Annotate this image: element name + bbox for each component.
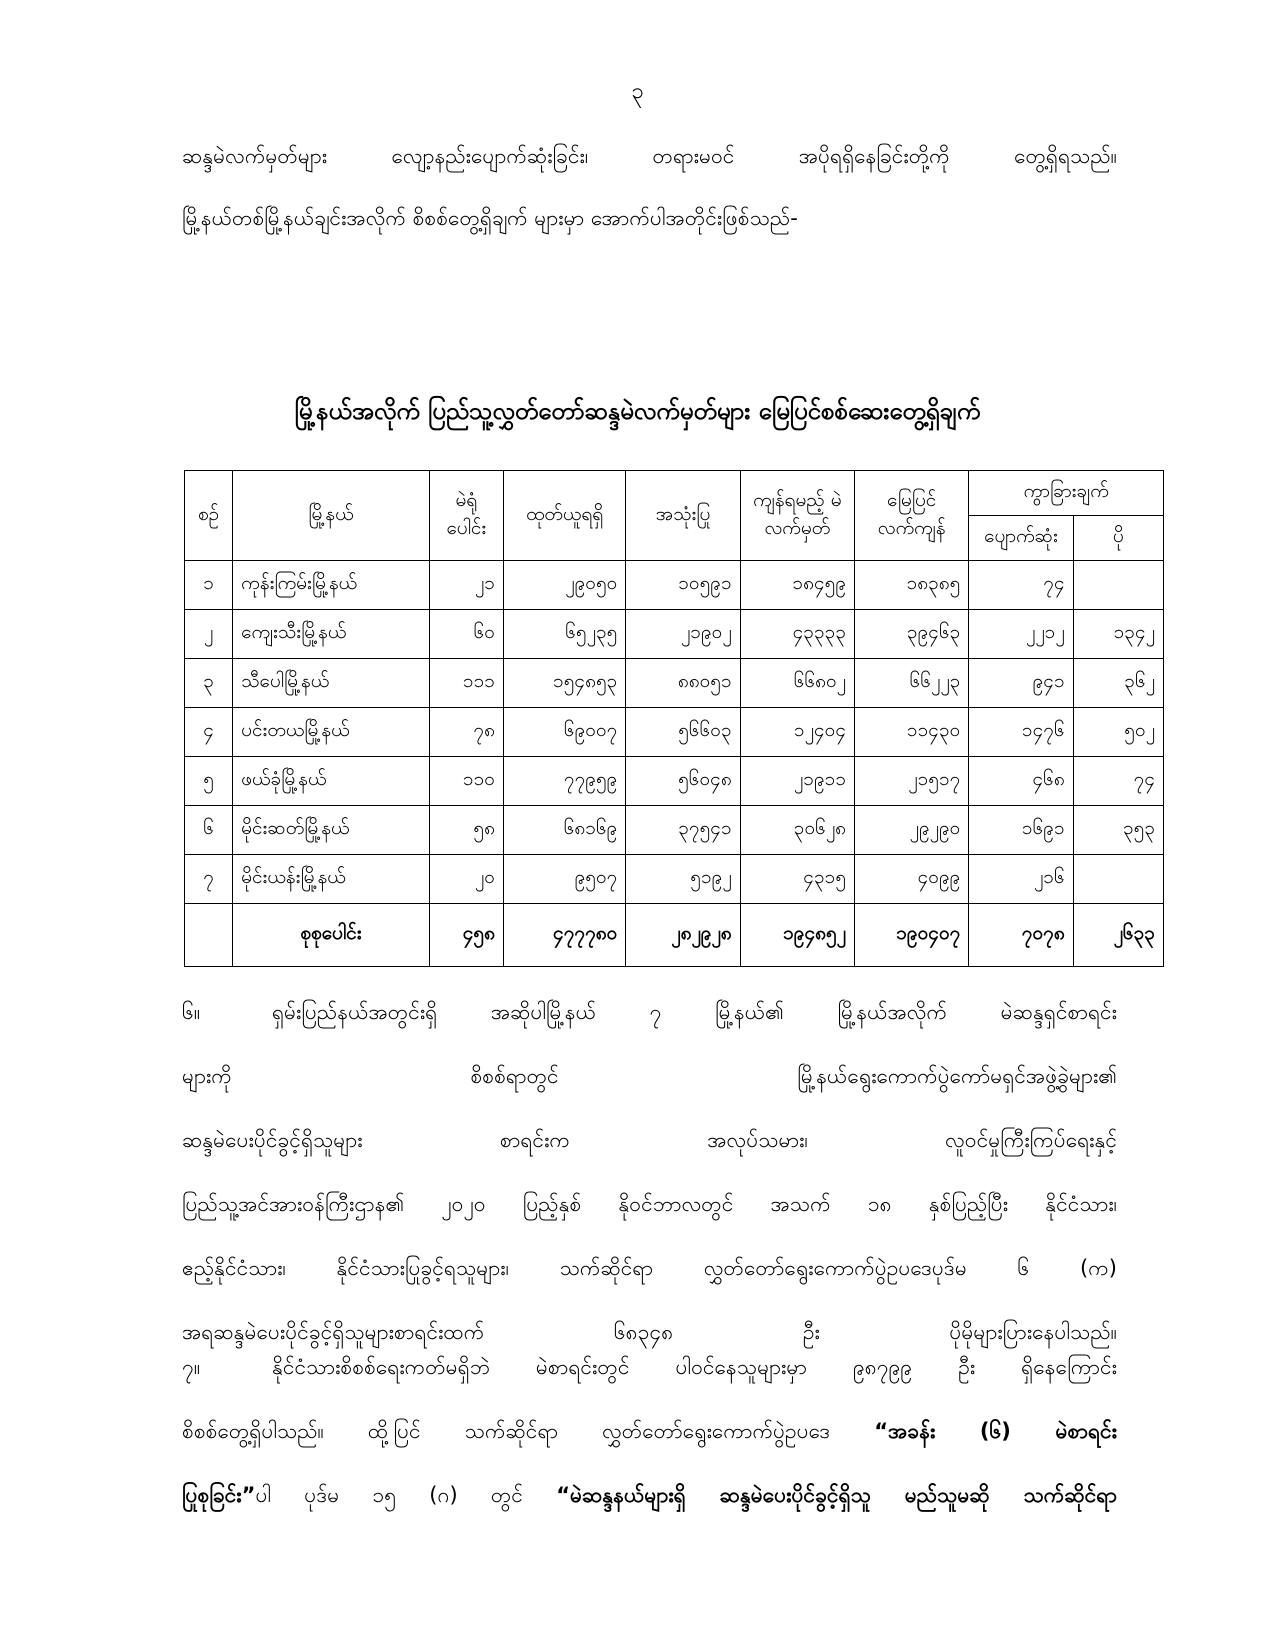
cell-remaining: ၄၃၁၅ [740,855,854,904]
paragraph-7-line-1: နိုင်ငံသားစိစစ်ရေးကတ်မရှိဘဲ မဲစာရင်းတွင် ပါဝင်နေသူများမှာ ၉၈၇၉၉ ဦး ရှိနေကြောင်း [272,1355,1117,1379]
cell-missing: ၉၄၁ [969,659,1073,708]
cell-township: မိုင်းယန်းမြို့နယ် [233,855,430,904]
cell-received: ၆၉၀၀၇ [503,708,625,757]
cell-extra: ၇၄ [1073,757,1163,806]
cell-received: ၆၅၂၃၅ [503,610,625,659]
cell-sr: ၅ [185,757,233,806]
table-row [185,855,1164,904]
paragraph-6-line-1: ရှမ်းပြည်နယ်အတွင်းရှိ အဆိုပါမြို့နယ် ၇ မြို့နယ်၏ မြို့နယ်အလိုက် မဲဆန္ဒရှင်စာရင်း [272,1000,1117,1024]
paragraph-7-line-3a: ပြုစုခြင်း” [182,1483,256,1507]
cell-missing: ၇၄ [969,561,1073,610]
cell-extra: ၃၅၃ [1073,806,1163,855]
header-received: ထုတ်ယူရရှိ [503,471,625,561]
total-remaining: ၁၉၄၈၅၂ [740,904,854,967]
cell-boxes: ၅၈ [429,806,503,855]
township-ballot-table [184,470,1164,967]
total-received: ၄၇၇၇၈၀ [503,904,625,967]
table-title: မြို့နယ်အလိုက် ပြည်သူ့လွှတ်တော်ဆန္ဒမဲလက်မှတ်များ မြေပြင်စစ်ဆေးတွေ့ရှိချက် [294,397,981,425]
cell-used: ၁၀၅၉၁ [626,561,740,610]
paragraph-7-line-3b: ပါ ပုဒ်မ ၁၅ (ဂ) တွင် [255,1483,557,1507]
paragraph-6-line-5: ဧည့်နိုင်ငံသား၊ နိုင်ငံသားပြုခွင့်ရသူများ၊ သက်ဆိုင်ရာ လွှတ်တော်ရွေးကောက်ပွဲဥပဒေပုဒ်မ ၆ (က) [182,1256,1117,1280]
cell-boxes: ၆၀ [429,610,503,659]
cell-township: မိုင်းဆတ်မြို့နယ် [233,806,430,855]
cell-sr: ၇ [185,855,233,904]
table-row [185,610,1164,659]
cell-remaining: ၄၃၃၃၃ [740,610,854,659]
total-row [185,904,1164,967]
cell-received: ၇၇၉၅၉ [503,757,625,806]
cell-ground: ၃၉၄၆၃ [855,610,969,659]
cell-remaining: ၆၆၈၀၂ [740,659,854,708]
cell-ground: ၁၁၄၃၀ [855,708,969,757]
cell-township: ကျေးသီးမြို့နယ် [233,610,430,659]
cell-sr: ၆ [185,806,233,855]
cell-used: ၅၆၆၀၃ [626,708,740,757]
cell-missing: ၁၆၉၁ [969,806,1073,855]
cell-boxes: ၂၁ [429,561,503,610]
cell-remaining: ၁၈၄၅၉ [740,561,854,610]
header-extra: ပို [1073,516,1163,561]
paragraph-7-line-2b: “အခန်း (၆) မဲစာရင်း [874,1419,1117,1443]
cell-sr: ၁ [185,561,233,610]
paragraph-6-line-3: ဆန္ဒမဲပေးပိုင်ခွင့်ရှိသူများ စာရင်းက အလုပ်သမား၊ လူဝင်မှုကြီးကြပ်ရေးနှင့် [182,1128,1117,1152]
cell-missing: ၂၁၆ [969,855,1073,904]
cell-boxes: ၇၈ [429,708,503,757]
table-row [185,757,1164,806]
cell-ground: ၁၈၃၈၅ [855,561,969,610]
cell-boxes: ၁၁၁ [429,659,503,708]
page-number: ၃ [631,79,644,104]
paragraph-7-number: ၇။ [182,1355,201,1379]
header-used: အသုံးပြု [626,471,740,561]
header-missing: ပျောက်ဆုံး [969,516,1073,561]
paragraph-7 [182,1335,1117,1527]
cell-extra: ၃၆၂ [1073,659,1163,708]
paragraph-6 [182,980,1117,1364]
paragraph-6-line-6: အရဆန္ဒမဲပေးပိုင်ခွင့်ရှိသူများစာရင်းထက် ၆၈၃၄၈ ဦး ပိုမိုများပြားနေပါသည်။ [182,1320,1117,1344]
cell-remaining: ၁၂၄၀၄ [740,708,854,757]
cell-ground: ၆၆၂၂၃ [855,659,969,708]
cell-extra [1073,855,1163,904]
header-township: မြို့နယ် [233,471,430,561]
cell-extra: ၅၀၂ [1073,708,1163,757]
total-missing: ၇၀၇၈ [969,904,1073,967]
cell-extra [1073,561,1163,610]
cell-used: ၃၇၅၄၁ [626,806,740,855]
cell-extra: ၁၃၄၂ [1073,610,1163,659]
paragraph-7-line-3c: “မဲဆန္ဒနယ်များရှိ ဆန္ဒမဲပေးပိုင်ခွင့်ရှိသူ မည်သူမဆို သက်ဆိုင်ရာ [556,1483,1117,1507]
table-row [185,561,1164,610]
cell-received: ၆၈၁၆၉ [503,806,625,855]
cell-sr-empty [185,904,233,967]
cell-sr: ၂ [185,610,233,659]
paragraph-6-line-2: များကို စိစစ်ရာတွင် မြို့နယ်ရွေးကောက်ပွဲကော်မရှင်အဖွဲ့ခွဲများ၏ [182,1064,1117,1088]
cell-missing: ၂၂၁၂ [969,610,1073,659]
intro-line-2: မြို့နယ်တစ်မြို့နယ်ချင်းအလိုက် စိစစ်တွေ့ရှိချက် များမှာ အောက်ပါအတိုင်းဖြစ်သည်- [182,206,798,230]
cell-township: ကုန်းကြမ်းမြို့နယ် [233,561,430,610]
table-row [185,708,1164,757]
cell-ground: ၂၉၂၉၀ [855,806,969,855]
cell-sr: ၄ [185,708,233,757]
cell-remaining: ၃၀၆၂၈ [740,806,854,855]
intro-paragraph [182,140,1117,264]
cell-used: ၅၁၉၂ [626,855,740,904]
cell-township: ဖယ်ခုံမြို့နယ် [233,757,430,806]
cell-boxes: ၂၀ [429,855,503,904]
cell-missing: ၄၆၈ [969,757,1073,806]
cell-township: သီပေါမြို့နယ် [233,659,430,708]
header-ground: မြေပြင် လက်ကျန် [855,471,969,561]
total-used: ၂၈၂၉၂၈ [626,904,740,967]
total-ground: ၁၉၀၄၀၇ [855,904,969,967]
table-row [185,806,1164,855]
cell-ground: ၂၁၅၁၇ [855,757,969,806]
cell-received: ၂၉၀၅၀ [503,561,625,610]
cell-township: ပင်းတယမြို့နယ် [233,708,430,757]
cell-used: ၅၆၀၄၈ [626,757,740,806]
cell-boxes: ၁၁၀ [429,757,503,806]
cell-received: ၉၅၀၇ [503,855,625,904]
total-boxes: ၄၅၈ [429,904,503,967]
total-label: စုစုပေါင်း [233,904,430,967]
header-ballot-boxes: မဲရုံပေါင်း [429,471,503,561]
table-row [185,659,1164,708]
cell-sr: ၃ [185,659,233,708]
cell-used: ၂၁၉၀၂ [626,610,740,659]
cell-ground: ၄၀၉၉ [855,855,969,904]
header-remaining: ကျန်ရမည့် မဲလက်မှတ် [740,471,854,561]
paragraph-7-line-2a: စိစစ်တွေ့ရှိပါသည်။ ထို့ပြင် သက်ဆိုင်ရာ လွှတ်တော်ရွေးကောက်ပွဲဥပဒေ [182,1419,875,1443]
cell-used: ၈၈၀၅၁ [626,659,740,708]
header-sr: စဉ် [185,471,233,561]
paragraph-6-number: ၆။ [182,1000,201,1024]
intro-line-1: ဆန္ဒမဲလက်မှတ်များ လျော့နည်းပျောက်ဆုံးခြင်း၊ တရားမဝင် အပိုရရှိနေခြင်းတို့ကို တွေ့ရှိရသည်။ [182,144,1117,168]
cell-missing: ၁၄၇၆ [969,708,1073,757]
total-extra: ၂၆၃၃ [1073,904,1163,967]
cell-received: ၁၅၄၈၅၃ [503,659,625,708]
header-difference: ကွာခြားချက် [969,471,1164,516]
cell-remaining: ၂၁၉၁၁ [740,757,854,806]
paragraph-6-line-4: ပြည်သူ့အင်အားဝန်ကြီးဌာန၏ ၂၀၂၀ ပြည့်နှစ် နိုဝင်ဘာလတွင် အသက် ၁၈ နှစ်ပြည့်ပြီး နိုင်ငံသား၊ [182,1192,1117,1216]
